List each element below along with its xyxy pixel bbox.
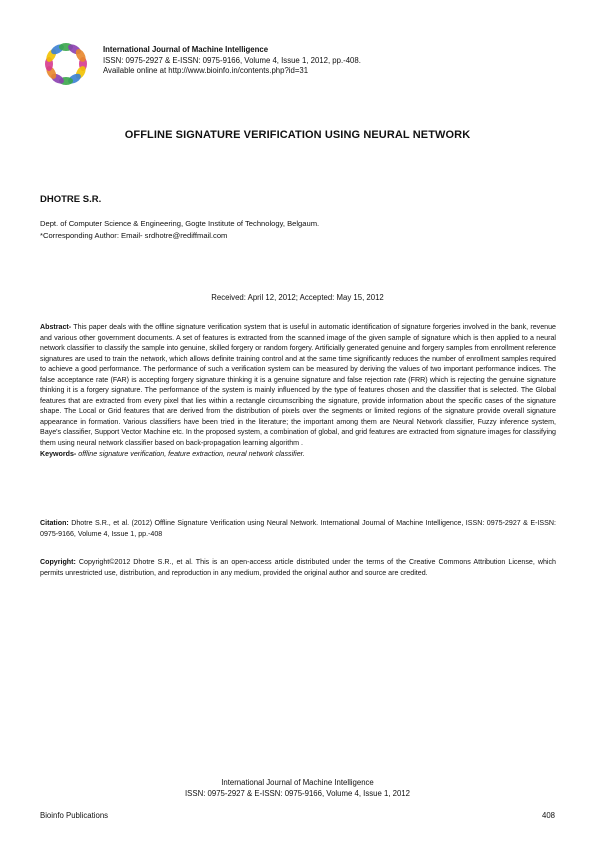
copyright-text: Copyright©2012 Dhotre S.R., et al. This is an open-access article distributed under the terms of the Creative Commons Attribution License, which permits unrestricted use, distribution, and reproduction in any medium, provided the original author and source are credited.	[40, 558, 556, 577]
citation-section	[40, 518, 556, 539]
page-footer	[0, 778, 595, 799]
page-number: 408	[541, 811, 555, 820]
citation-label: Citation:	[40, 519, 69, 527]
copyright-section	[40, 557, 556, 578]
abstract-text: This paper deals with the offline signature verification system that is useful in automatic identification of signature forgeries involved in the bank, revenue and various other government documents. A set of features is extracted from the scanned image of the given sample of signature which is then applied to a neural network classifier to classify the sample into genuine, skilled forgery or random forgery. Artificially generated genuine and forgery samples from enrollment reference signatures are used to train the network, which allows definite training control and at the same time significantly reduces the number of enrollment samples required to achieve a good performance. The performance of such a verification system can be measured by deriving the values of two important performance indices. The false acceptance rate (FAR) is accepting forgery signature thinking it is a genuine signature and false rejection rate (FRR) which is rejecting the genuine signature thinking it is a forgery signature. The performance of the system is mainly influenced by the type of features chosen and the classifier that is selected. The Global features that are extracted from every pixel that lies within a rectangle circumscribing the signature, provide information about the specific cases of the signature shape. The Local or Grid features that are derived from the distribution of pixels over the segments or limited regions of the signature provide overall signature appearance in formation. Various classifiers have been tried in the literature; the important among them are Neural Network classifier, Fuzzy inference system, Baye's classifier, Support Vector Machine etc. In the proposed system, a combination of global, and grid features are extracted from signature images for classifying them using neural network classifier based on back-propagation learning algorithm .	[40, 323, 556, 448]
publisher-name: Bioinfo Publications	[40, 811, 109, 820]
paper-title: OFFLINE SIGNATURE VERIFICATION USING NEURAL NETWORK	[124, 129, 471, 141]
issn-line: ISSN: 0975-2927 & E-ISSN: 0975-9166, Volume 4, Issue 1, 2012, pp.-408.	[103, 55, 361, 65]
abstract-label: Abstract-	[40, 323, 72, 331]
footer-journal: International Journal of Machine Intelligence	[221, 778, 374, 787]
journal-header	[103, 45, 361, 77]
journal-logo-icon	[38, 36, 94, 92]
affiliation-block	[40, 218, 319, 241]
author-name: DHOTRE S.R.	[40, 194, 102, 205]
received-dates: Received: April 12, 2012; Accepted: May 15, 2012	[211, 293, 384, 302]
footer-issn: ISSN: 0975-2927 & E-ISSN: 0975-9166, Volume 4, Issue 1, 2012	[185, 788, 410, 798]
keywords-text: offline signature verification, feature extraction, neural network classifier.	[78, 449, 305, 458]
keywords-label: Keywords-	[40, 449, 77, 458]
journal-name: International Journal of Machine Intelligence	[103, 45, 269, 54]
citation-text: Dhotre S.R., et al. (2012) Offline Signature Verification using Neural Network. International Journal of Machine Intelligence, ISSN: 0975-2927 & E-ISSN: 0975-9166, Volume 4, Issue 1, pp.-408	[40, 519, 556, 538]
online-link[interactable]: Available online at http://www.bioinfo.in/contents.php?id=31	[103, 66, 309, 75]
affiliation: Dept. of Computer Science & Engineering, Gogte Institute of Technology, Belgaum.	[40, 219, 320, 228]
copyright-label: Copyright:	[40, 558, 76, 566]
abstract-section	[40, 322, 556, 459]
corresponding-author: *Corresponding Author: Email- srdhotre@rediffmail.com	[40, 230, 228, 240]
